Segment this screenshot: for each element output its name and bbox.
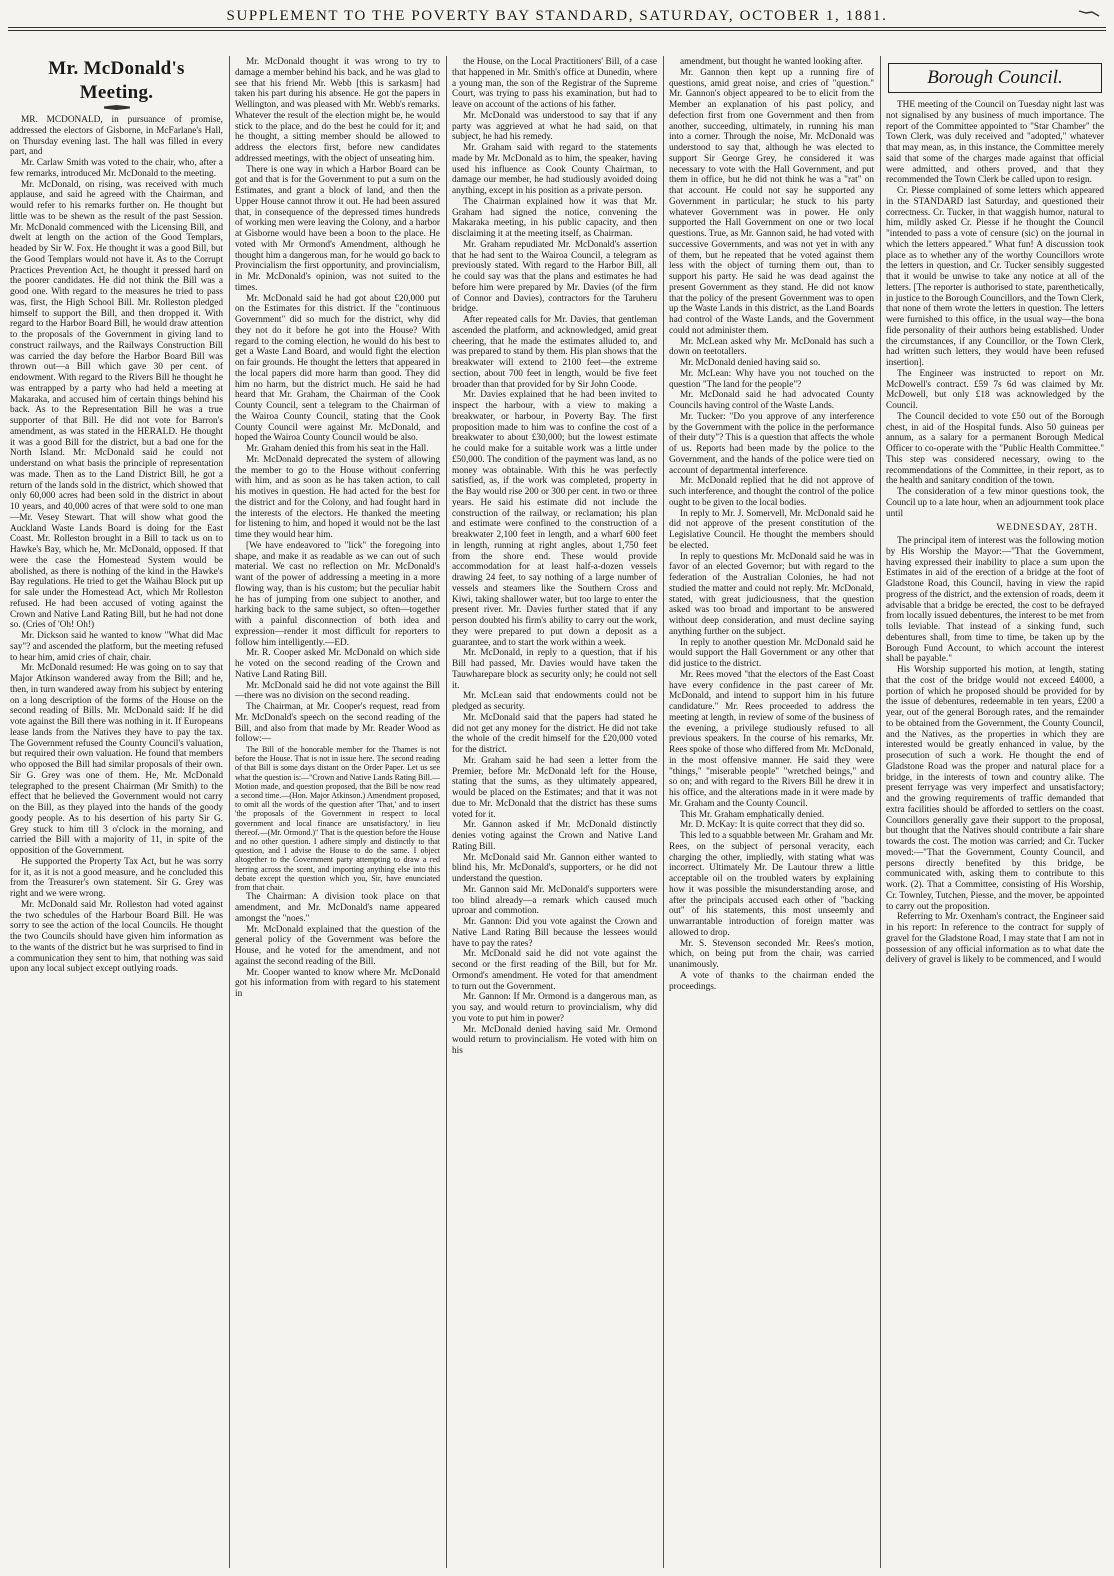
paragraph: Mr. D. McKay: It is quite correct that they did so. xyxy=(680,820,865,831)
paragraph: Mr. Tucker: "Do you approve of any interference by the Government with the police in the performance of their duty"? This is a question that affects the whole of us. Reports had been made by the police to the Government, and the hands of the police were tied on account of departmental interference. xyxy=(669,411,874,476)
paragraph: Mr. Cooper wanted to know where Mr. McDonald got his information from with regard to his statement in xyxy=(235,967,440,999)
paragraph: Mr. McDonald said that the papers had stated he did not get any money for the district. He did not take the whole of the credit himself for the £20,000 voted for the district. xyxy=(452,712,657,755)
article-headline: Mr. McDonald's Meeting. xyxy=(48,58,185,103)
paragraph: Mr. McDonald said Mr. Rolleston had voted against the two schedules of the Harbour Board Bill. He was sorry to see the action of the local Councils. He thought the two Councils should have given him information as to the wants of the district but he was surprised to find in a communication they sent to him, that nothing was said upon any local subject except outlying roads. xyxy=(10,899,223,975)
paragraph: In reply to Mr. J. Somervell, Mr. McDonald said he did not approve of the present constitution of the Legislative Council. He thought the members should be elected. xyxy=(669,508,874,551)
paragraph: Mr. McLean asked why Mr. McDonald has such a down on teetotallers. xyxy=(669,336,874,358)
paragraph: He supported the Property Tax Act, but he was sorry for it, as it is not a good measure, and he concluded this from the Treasurer's own statement. Sir G. Grey was right and we were wrong. xyxy=(10,856,223,899)
paragraph: Referring to Mr. Oxenham's contract, the Engineer said in his report: In reference to the contract for supply of gravel for the Gladstone Road, I may state that I am not in possession of any official information as to what date the delivery of gravel is likely to be commenced, and I would xyxy=(886,912,1104,966)
paragraph: Mr. McDonald resumed: He was going on to say that Major Atkinson wandered away from the Bill; and he, then, in turn wandered away from his subject by entering on a long description of the forms of the House on the second reading of Bills. Mr. McDonald said: If he did vote against the Bill there was nothing in it. If Europeans lease lands from the Natives they have to pay the tax. The Government refused the County Council's valuation, but required their own valuation. He found that members who opposed the Bill had similar proposals of their own. Sir G. Grey was one of them. He, Mr. McDonald telegraphed to the present Chairman (Mr Smith) to the effect that he believed the Government would not carry on the Bill, as they played into the hands of the goody goody people. As to his desertion of his party Sir G. Grey stuck to him till 3 o'clock in the morning, and carried the Bill with a majority of 11, in spite of the opposition of the Government. xyxy=(10,663,223,856)
paragraph: The principal item of interest was the following motion by His Worship the Mayor:—"That the Government, having expressed their inability to place a sum upon the Estimates in aid of the erection of a bridge at the foot of Gladstone Road, this Council, having in view the rapid progress of the district, and the extension of roads, deem it advisable that a bridge be erected, the cost to be defrayed from locally issued debentures, the interest to be met from tolls leviable. That instead of a sinking fund, such debentures shall, from time to time, be taken up by the Borough Fund Account, to which account the interest shall be payable." xyxy=(886,536,1104,665)
paragraph: In reply to another question Mr. McDonald said he would support the Hall Government or any other that did justice to the district. xyxy=(669,637,874,669)
paragraph: There is one way in which a Harbor Board can be got and that is for the Government to put a sum on the Estimates, and grant a block of land, and then the Upper House cannot throw it out. He had been assured that, in consequence of the depressed times hundreds of working men were leaving the Colony, and a harbor at Gisborne would have been a boon to the place. He voted with Mr Ormond's Amendment, although he thought him a dangerous man, for he would go back to Provincialism the first opportunity, and provincialism, in Mr. McDonald's opinion, was not suited to the times. xyxy=(235,164,440,293)
paragraph: Mr. Davies explained that he had been invited to inspect the harbour, with a view to making a breakwater, or harbour, in Poverty Bay. The first proposition made to him was to confine the cost of a breakwater to about £30,000; but the lowest estimate he could make for a suitable work was a little under £50,000. The condition of the payment was land, as no money was obtainable. With this he was perfectly satisfied, as, if the work was completed, property in the Bay would rise 200 or 300 per cent. in two or three years. He said his estimate did not include the construction of the railway, or reclamation; his plan and estimate were confined to the construction of a breakwater 2,100 feet in length, and a wharf 600 feet in length, running at right angles, about 1,750 feet from the shore end. These would provide accommodation for at least half-a-dozen vessels drawing 24 feet, to say nothing of a large number of vessels and steamers like the Southern Cross and Kiwi, taking shallower water, but too large to enter the present river. Mr. Davies further stated that if any person doubted his firm's ability to carry out the work, they were prepared to put down a deposit as a guarantee, and to start the work within a week. xyxy=(452,390,657,648)
paragraph: The Chairman, at Mr. Cooper's request, read from Mr. McDonald's speech on the second reading of the Bill, and also from that made by Mr. Reader Wood as follow:— xyxy=(235,702,440,745)
paragraph: This Mr. Graham emphatically denied. xyxy=(680,809,825,820)
paragraph: After repeated calls for Mr. Davies, that gentleman ascended the platform, and acknowledged, amid great cheering, that he made the estimates alluded to, and was prepared to stand by them. His plan shows that the breakwater will extend to 2100 feet—the extreme section, about 700 feet in length, would be five feet broader than that provided for by Sir John Coode. xyxy=(452,315,657,390)
paragraph: Mr. Graham said he had seen a letter from the Premier, before Mr. McDonald left for the House, stating that the sums, as they ultimately appeared, would be placed on the Estimates; and that it was not due to Mr. McDonald that the district has these sums voted for it. xyxy=(452,755,657,820)
paragraph: His Worship supported his motion, at length, stating that the cost of the bridge would not exceed £4000, a portion of which he proposed should be provided for by the issue of debentures, redeemable in ten years, £200 a year, out of the general Borough rates, and the remainder to be obtained from the Government, the County Council, and the Natives, as the properties in which they are interested would be greatly enhanced in value, by the prosecution of such a work. He thought the end of Gladstone Road was the proper and natural place for a bridge, in the interests of town and country alike. The present ferryage was very imperfect and unsatisfactory; and the growing requirements of traffic demanded that extra facilities should be afforded to settlers on the coast. Councillors generally gave their support to the proposal, but thought that the Natives should contribute a fair share towards the cost. The motion was carried; and Cr. Tucker moved:—"That the Government, County Council, and persons directly benefited by this bridge, be communicated with, asking them to contribute to this work. (2). That a Committee, consisting of His Worship, Cr. Townley, Tutchen, Piesse, and the mover, be appointed to carry out the proposition. xyxy=(886,665,1104,912)
column-2 xyxy=(235,57,440,1567)
quoted-speech: The Bill of the honorable member for the Thames is not before the House. That is not in issue here. The second reading of that Bill is some days distant on the Order Paper. Let us see what the question is:—"Crown and Native Lands Rating Bill.—Motion made, and question proposed, that the Bill be now read a second time.—(Hon. Major Atkinson.) Amendment proposed, to omit all the words of the question after 'That,' and to insert 'the proposals of the Government in respect to local government and local finance are unsatisfactory,' in lieu thereof.—(Mr. Ormond.)" That is the question before the House and no other question. I adhere simply and distinctly to that question, and I advise the House to do the same. I object altogether to the Government party attempting to draw a red herring across the scent, and importing anything else into this debate except the question which you, Sir, have enunciated from that chair. xyxy=(235,745,440,893)
borough-council-headline: Borough Council. xyxy=(888,63,1102,93)
paragraph: Mr. Graham said with regard to the statements made by Mr. McDonald as to him, the speaker, having used his influence as Cook County Chairman, to damage our member, he had studiously avoided doing anything, except in his position as a private person. xyxy=(452,143,657,196)
paragraph: The Council decided to vote £50 out of the Borough chest, in aid of the Hospital funds. Also 50 guineas per annum, as a salary for a permanent Borough Medical Officer to co-operate with the "Public Health Committee." This step was considered necessary, owing to the recommendations of the Committee, in their report, as to the health and sanitary condition of the town. xyxy=(886,411,1104,487)
paragraph: Mr. McDonald was understood to say that if any party was aggrieved at what he had said, on that subject, he had his remedy. xyxy=(452,110,657,143)
paragraph: Mr. McDonald denied having said Mr. Ormond would return to provincialism. He voted with him on his xyxy=(452,1024,657,1056)
paragraph: [We have endeavored to "lick" the foregoing into shape, and make it as readable as we can out of such material. We cast no reflection on Mr. McDonald's want of the power of addressing a meeting in a more flowing way, than is his custom; but the peculiar habit he has of jumping from one subject to another, and harking back to the same subject, so often—together with a painful disconnection of both idea and expression—render it most difficult for reporters to follow him intelligently.—ED. xyxy=(235,540,440,648)
paragraph: Mr. McDonald thought it was wrong to try to damage a member behind his back, and he was glad to see that his friend Mr. Webb [this is sarkasm] had taken his part during his absence. He got the papers in Wellington, and was pleased with Mr. Webb's remarks. Whatever the result of the election might be, he would stick to the place, and do the best he could for it; and he thought, a sitting member should be allowed to address the electors first, before new candidates addressed meetings, with the object of unseating him. xyxy=(235,57,440,164)
corner-mark xyxy=(1078,8,1100,18)
paragraph: Mr. McDonald said he did not vote against the second or the first reading of the Bill, but for Mr. Ormond's amendment. He voted for that amendment to turn out the Government. xyxy=(452,949,657,992)
paragraph: Mr. McDonald, in reply to a question, that if his Bill had passed, Mr. Davies would have taken the Tauwharepare block as security only; he could not sell it. xyxy=(452,648,657,691)
paragraph: Mr. McLean said that endowments could not be pledged as security. xyxy=(452,691,657,712)
ornament-divider xyxy=(95,105,139,110)
column-3 xyxy=(452,57,657,1567)
column-5 xyxy=(886,57,1104,1567)
paragraph: In reply to questions Mr. McDonald said he was in favor of an elected Governor; but with regard to the federation of the Australian Colonies, he had not studied the matter and could not reply. Mr. McDonald, stated, with great judiciousness, that the question asked was too broad and important to be answered without deep consideration, and must decline saying anything further on the subject. xyxy=(669,551,874,637)
paragraph: Mr. Gannon: If Mr. Ormond is a dangerous man, as you say, and would return to provincialism, why did you vote to put him in power? xyxy=(452,992,657,1024)
paragraph: A vote of thanks to the chairman ended the proceedings. xyxy=(669,970,874,992)
paragraph: This led to a squabble between Mr. Graham and Mr. Rees, on the subject of personal veracity, each charging the other, impliedly, with stating what was incorrect. Ultimately Mr. De Lautour threw a little acceptable oil on the troubled waters by explaining how it was possible the misunderstanding arose, and after the principals accused each other of "backing out" of his statements, this most unseemly and unwarrantable introduction of foreign matter was allowed to drop. xyxy=(669,831,874,938)
column-divider xyxy=(663,56,664,1568)
paragraph: Mr. McDonald deprecated the system of allowing the member to go to the House without conferring with him, and as soon as he has taken action, to call his motives in question. He had acted for the best for the district and for the Colony, and had fought hard in the interests of the electors. He thanked the meeting for listening to him, and hoped it would not be the last time they would hear him. xyxy=(235,454,440,540)
column-4 xyxy=(669,57,874,1567)
column-divider xyxy=(446,56,447,1568)
paragraph: Mr. McDonald said he did not vote against the Bill—there was no division on the second reading. xyxy=(235,680,440,702)
paragraph: Mr. Graham denied this from his seat in the Hall. xyxy=(246,444,429,454)
paragraph: The consideration of a few minor questions took, the Council up to a late hour, when an adjournment took place until xyxy=(886,487,1104,519)
paragraph: Mr. McDonald denied having said so. xyxy=(680,358,821,368)
paragraph: Cr. Piesse complained of some letters which appeared in the STANDARD last Saturday, and questioned their correctness. Cr. Tucker, in that waggish humor, natural to him, mildly asked Cr. Piesse if he thought the Council "intended to pass a vote of censure (sic) on the journal in which the letters appeared." What fun! A discussion took place as to whether any of the worthy Councillors wrote the letters in question, and Cr. Tucker sensibly suggested that it would be unwise to take any notice at all of the letters. [The reporter is authorised to state, parenthetically, in justice to the Borough Councillors, and the Town Clerk, that none of them wrote the letters in question. The letters were furnished to this office, in the usual way—the bona fide personality of their authors being established. Under the circumstances, if any Councillor, or the Town Clerk, had written such letters, they would have been refused insertion]. xyxy=(886,186,1104,368)
paragraph: amendment, but thought he wanted looking after. xyxy=(680,57,863,67)
paragraph: Mr. McDonald explained that the question of the general policy of the Government was before the House, and he voted for the amendment, and not against the second reading of the Bill. xyxy=(235,924,440,967)
paragraph: Mr. S. Stevenson seconded Mr. Rees's motion, which, on being put from the chair, was carried unanimously. xyxy=(669,938,874,970)
masthead: SUPPLEMENT TO THE POVERTY BAY STANDARD, SATURDAY, OCTOBER 1, 1881. xyxy=(226,8,888,24)
paragraph: Mr. Graham repudiated Mr. McDonald's assertion that he had sent to the Wairoa Council, a telegram as previously stated. With regard to the Harbor Bill, all he could say was that the plans and estimates he had before him were prepared by Mr. Davies (of the firm of Connor and Davies), contractors for the Taruheru bridge. xyxy=(452,239,657,315)
paragraph: Mr. Gannon then kept up a running fire of questions, amid great noise, and cries of "question." Mr. Gannon's object appeared to be to elicit from the Member an explanation of his past policy, and defection first from one Government and then from another, succeeding, ultimately, in running his man into a corner. Through the noise, Mr. McDonald was understood to say that, although he was elected to support Sir George Grey, he considered it was necessary to vote with the Hall Government, and put them in office, but he did not think he was a "rat" on that account. He could not say he supported any Government in particular; he stuck to his party whatever Government was in power. He only supported the Hall Government on one or two local questions. True, as Mr. Gannon said, he had voted with successive Governments, and was not yet in with any of them, but he repeated that he voted against them less with the object of turning them out, than to support his party. He said he was dead against the present Government as they stand. He did not know that the policy of the present Government was to open up the Waste Lands in this district, as the Land Boards had control of the Waste Lands, and the Government could not administer them. xyxy=(669,67,874,336)
column-divider xyxy=(229,56,230,1568)
paragraph: Mr. McDonald said he had advocated County Councils having control of the Waste Lands. xyxy=(669,390,874,411)
paragraph: Mr. Gannon: Did you vote against the Crown and Native Land Rating Bill because the lessees would have to pay the rates? xyxy=(452,917,657,949)
paragraph: Mr. Gannon said Mr. McDonald's supporters were too blind already—a remark which caused much uproar and commotion. xyxy=(452,884,657,917)
paragraph: Mr. Rees moved "that the electors of the East Coast have every confidence in the past career of Mr. McDonald, and intend to support him in his future candidature." Mr. Rees proceeded to address the meeting at length, in review of some of the business of the evening, a privilege studiously refused to all previous speakers. In the course of his remarks, Mr. Rees spoke of those who differed from Mr. McDonald, in the most offensive manner. He said they were "things," "miserable people" "wretched beings," and so on; and with regard to the Rivers Bill he drew it in his office, and the alterations made in it were made by Mr. Graham and the County Council. xyxy=(669,669,874,809)
paragraph: Mr. Gannon asked if Mr. McDonald distinctly denies voting against the Crown and Native Land Rating Bill. xyxy=(452,820,657,852)
paragraph: Mr. McDonald replied that he did not approve of such interference, and thought the control of the police ought to be given to the local bodies. xyxy=(669,476,874,508)
paragraph: The Engineer was instructed to report on Mr. McDowell's contract. £59 7s 6d was claimed by Mr. McDowell, but only £18 was acknowledged by the Council. xyxy=(886,368,1104,411)
column-1 xyxy=(10,57,223,1567)
masthead-rule-bottom xyxy=(8,30,1106,31)
paragraph: Mr. McDonald said Mr. Gannon either wanted to blind his, Mr. McDonald's, supporters, or he did not understand the question. xyxy=(452,852,657,884)
paragraph: Mr. Dickson said he wanted to know "What did Mac say"? and ascended the platform, but the meeting refused to hear him, amid cries of chair, chair. xyxy=(10,631,223,663)
paragraph: THE meeting of the Council on Tuesday night last was not signalised by any business of much importance. The report of the Committee appointed to "Star Chamber" the Town Clerk, was duly received and "adopted," whatever that may mean, as, in this instance, the Committee merely said that some of the charges made against that official were admitted, and others proved, and that they recommended the Town Clerk be called upon to resign. xyxy=(886,100,1104,186)
paragraph: Mr. R. Cooper asked Mr. McDonald on which side he voted on the second reading of the Crown and Native Land Rating Bill. xyxy=(235,648,440,680)
dateline: WEDNESDAY, 28TH. xyxy=(996,523,1098,534)
column-divider xyxy=(880,56,881,1568)
paragraph: The Chairman: A division took place on that amendment, and Mr. McDonald's name appeared amongst the "noes." xyxy=(235,892,440,924)
paragraph: Mr. McLean: Why have you not touched on the question "The land for the people"? xyxy=(669,368,874,390)
paragraph: Mr. McDonald said he had got about £20,000 put on the Estimates for this district. If the "continuous Government" did so much for the district, why did they not do it before he got into the House? With regard to the coming election, he would do his best to get a Waste Land Board, and would fight the election on fair grounds. He thought the letters that appeared in the local papers did more harm than good. They did him no harm, but the district much. He said he had heard that Mr. Graham, the Chairman of the Cook County Council, sent a telegram to the Chairman of the Wairoa County Council, stating that the Cook County Council were against Mr. McDonald, and hoped the Wairoa County Council would be also. xyxy=(235,293,440,444)
paragraph: the House, on the Local Practitioners' Bill, of a case that happened in Mr. Smith's office at Dunedin, where a young man, the son of the Registrar of the Supreme Court, was trying to pass his examination, but had to leave on account of the actions of his father. xyxy=(452,57,657,110)
masthead-rule-top xyxy=(8,27,1106,28)
paragraph: The Chairman explained how it was that Mr. Graham had signed the notice, convening the Makaraka meeting, in his public capacity, and then disclaiming it at the meeting itself, as Chairman. xyxy=(452,196,657,239)
paragraph: MR. MCDONALD, in pursuance of promise, addressed the electors of Gisborne, in McFarlane's Hall, on Thursday evening last. The hall was filled in every part, and xyxy=(10,115,223,158)
paragraph: Mr. McDonald, on rising, was received with much applause, and said he agreed with the Chairman, and would refer to his remarks further on. He thought but little was to be shewn as the result of the past Session. Mr. McDonald commenced with the Licensing Bill, and dwelt at length on the action of the Good Templars, headed by Sir W. Fox. He thought it was a good Bill, but the Good Templars would not have it. As to the Corrupt Practices Prevention Act, he thought it pressed hard on the poorer candidates. He did not think the Bill was a good one. With regard to the measures he tried to pass was, first, the High School Bill. Mr. Rolleston pledged himself to support the Bill, and then dropped it. With regard to the Harbor Board Bill, he would draw attention to the proposals of the Government in giving land to construct railways, and the Railways Construction Bill was carried the day before the Harbor Board Bill was thrown out—a Bill which gave 30 per cent. of endowment. With regard to the Rivers Bill he thought he was entrapped by a party who had held a meeting at Makaraka, and accused him of certain things behind his back. As to the Representation Bill he was a true supporter of that Bill. He did not vote for Barron's amendment, as was stated in the HERALD. He thought it was a good Bill for the district, but a bad one for the North Island. Mr. McDonald said he could not understand on what basis the principle of representation was made. Then as to the Land District Bill, he got a return of the lands sold in the district, which showed that only 60,000 acres had been sold in the district in about 10 years, and 40,000 acres of that were sold to one man—Mr. Vesey Stewart. That will show what good the Auckland Waste Lands Board is doing for the East Coast. Mr. Rolleston brought in a Bill to tack us on to Hawke's Bay, which he, Mr. McDonald, opposed. If that were the case the Homestead System would be abolished, as there is nothing of the kind in the Hawke's Bay regulations. He tried to get the Waihau Block put up for sale under the Homestead Act, which Mr Rolleston refused. He had been accused of voting against the Crown and Native Land Rating Bill, but he had not done so. (Cries of 'Oh! Oh!) xyxy=(10,179,223,631)
paragraph: Mr. Carlaw Smith was voted to the chair, who, after a few remarks, introduced Mr. McDonald to the meeting. xyxy=(10,158,223,179)
